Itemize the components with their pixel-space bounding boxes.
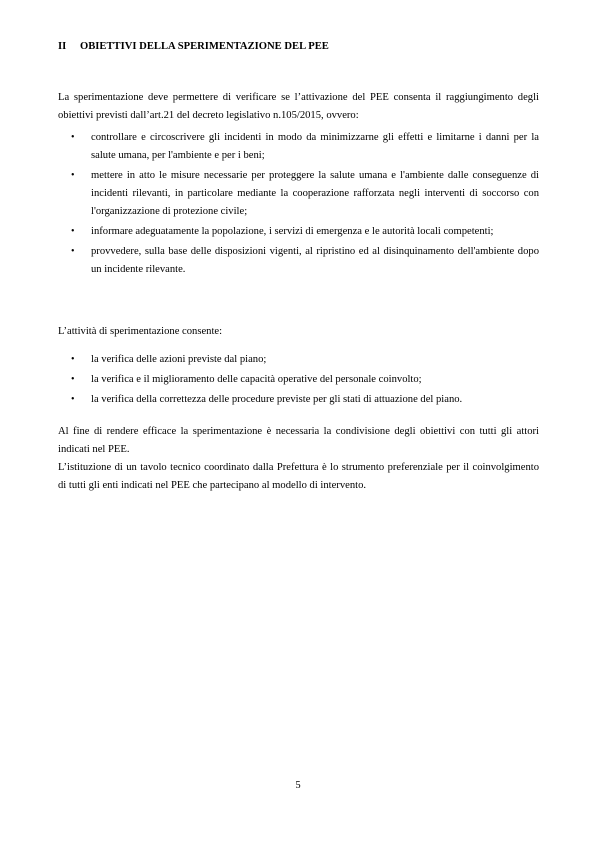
- closing-paragraph-1: Al fine di rendere efficace la sperimentazione è necessaria la condivisione degli obiettivi con tutti gli attori indicati nel PEE.: [58, 426, 539, 455]
- bullet-icon: •: [71, 354, 75, 365]
- section-title: OBIETTIVI DELLA SPERIMENTAZIONE DEL PEE: [80, 41, 329, 52]
- bullet-icon: •: [71, 132, 75, 143]
- list-item: • la verifica e il miglioramento delle capacità operative del personale coinvolto;: [58, 371, 539, 389]
- closing-paragraph-2: L’istituzione di un tavolo tecnico coordinato dalla Prefettura è lo strumento preferenziale per il coinvolgimento di tutti gli enti indicati nel PEE che partecipano al modello di intervento.: [58, 462, 539, 491]
- list-item: • controllare e circoscrivere gli incidenti in modo da minimizzarne gli effetti e limitarne i danni per la salute umana, per l'ambiente e per i beni;: [58, 129, 539, 165]
- list-item: • informare adeguatamente la popolazione, i servizi di emergenza e le autorità locali competenti;: [58, 223, 539, 241]
- page-number: 5: [295, 780, 301, 791]
- activities-list: [58, 351, 539, 411]
- section-heading: [58, 41, 329, 52]
- bullet-icon: •: [71, 394, 75, 405]
- bullet-icon: •: [71, 226, 75, 237]
- list-item: • la verifica della correttezza delle procedure previste per gli stati di attuazione del piano.: [58, 391, 539, 409]
- list-item: • mettere in atto le misure necessarie per proteggere la salute umana e l'ambiente dalle conseguenze di incidenti rilevanti, in particolare mediante la cooperazione rafforzata negli interventi di soccorso con l'organizzazione di protezione civile;: [58, 167, 539, 221]
- bullet-icon: •: [71, 170, 75, 181]
- list-item: • la verifica delle azioni previste dal piano;: [58, 351, 539, 369]
- activity-intro: L’attività di sperimentazione consente:: [58, 326, 223, 337]
- section-number: II: [58, 41, 67, 52]
- bullet-icon: •: [71, 246, 75, 257]
- list-item: • provvedere, sulla base delle disposizioni vigenti, al ripristino ed al disinquinamento dell'ambiente dopo un incidente rilevante.: [58, 243, 539, 279]
- intro-paragraph: La sperimentazione deve permettere di verificare se l’attivazione del PEE consenta il raggiungimento degli obiettivi previsti dall’art.21 del decreto legislativo n.105/2015, ovvero:: [58, 92, 539, 121]
- objectives-list: [58, 129, 539, 281]
- bullet-icon: •: [71, 374, 75, 385]
